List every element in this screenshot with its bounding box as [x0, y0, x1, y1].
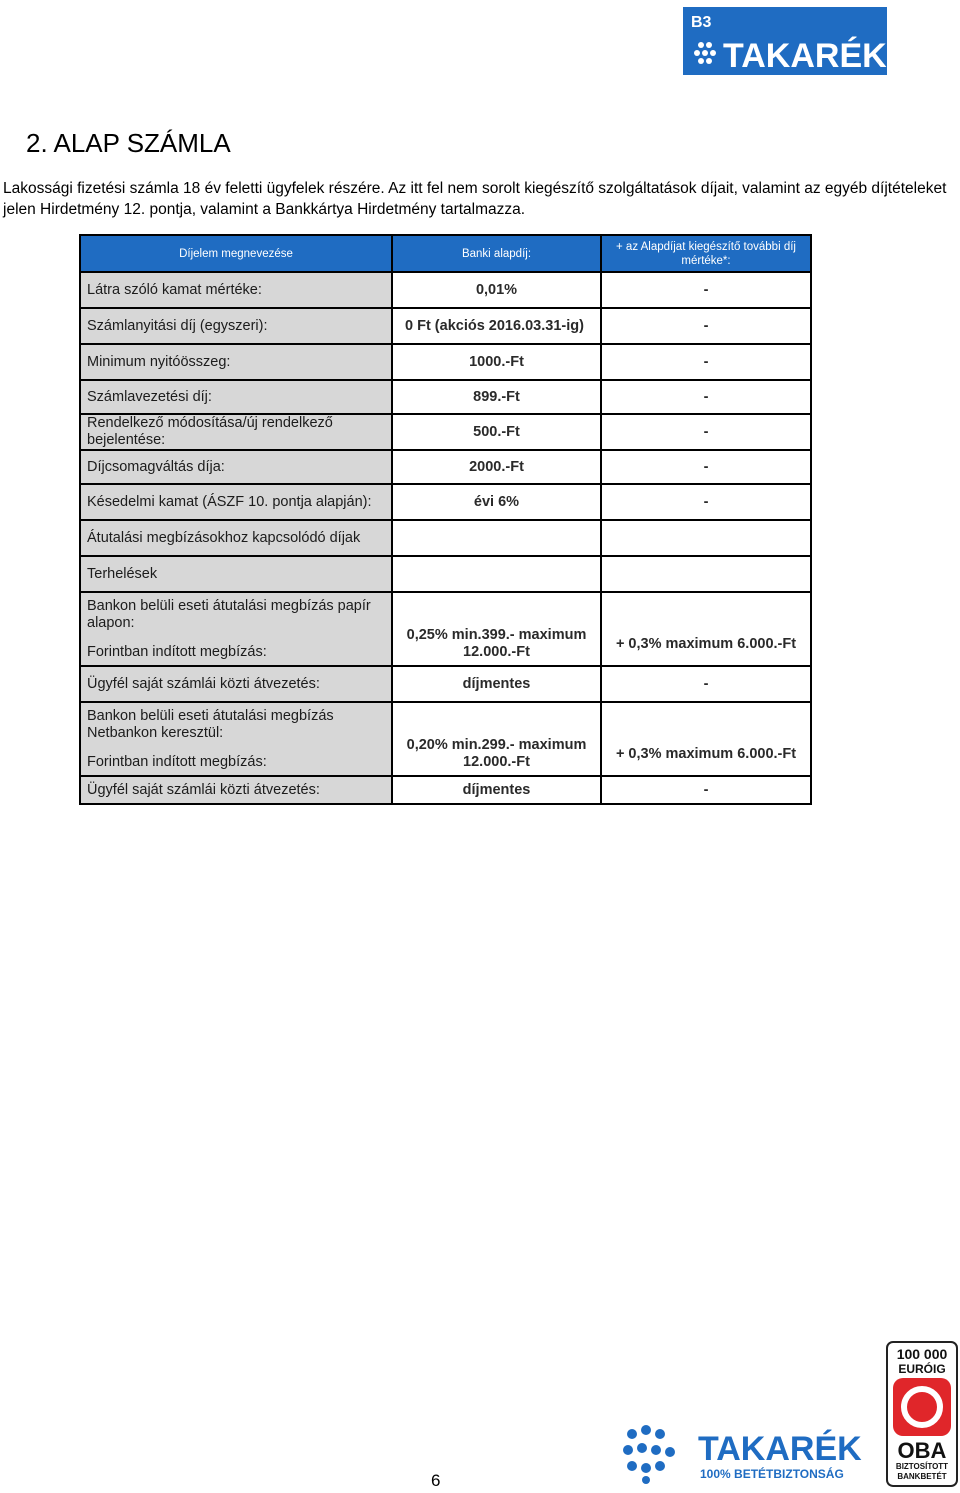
paper-huf-label: Forintban indított megbízás: [87, 643, 267, 660]
base-fee: 0 Ft (akciós 2016.03.31-ig) [392, 308, 601, 344]
paper-own-base: díjmentes [392, 666, 601, 702]
paper-huf-extra: + 0,3% maximum 6.000.-Ft [615, 635, 797, 652]
transfer-heading-row [80, 520, 811, 556]
table-header-row [80, 235, 811, 272]
bottom-logo-subtext: 100% BETÉTBIZTONSÁG [700, 1467, 844, 1481]
extra-fee: - [601, 308, 811, 344]
page-number: 6 [431, 1471, 441, 1490]
header-extra-fee: + az Alapdíjat kiegészítő további díj mértéke*: [601, 235, 811, 272]
fee-name: Késedelmi kamat (ÁSZF 10. pontja alapján): [80, 484, 392, 520]
intro-paragraph: Lakossági fizetési számla 18 év feletti ügyfelek részére. Az itt fel nem sorolt kiegészítő szolgáltatások díjait, valamint az egyéb díjtételeket jelen Hirdetmény 12. pontja, valamint a Bankkártya Hirdetmény tartalmazza. [3, 180, 947, 218]
logo-b3-text: B3 [691, 14, 712, 31]
fee-name: Díjcsomagváltás díja: [80, 450, 392, 484]
netbank-own-extra: - [601, 776, 811, 804]
paper-own-extra: - [601, 666, 811, 702]
table-row [80, 666, 811, 702]
extra-fee: - [601, 380, 811, 414]
oba-currency-text: EURÓIG [898, 1362, 946, 1376]
table-row [80, 450, 811, 484]
header-fee-name: Díjelem megnevezése [80, 235, 392, 272]
netbank-huf-base: 0,20% min.299.- maximum 12.000.-Ft [406, 737, 587, 770]
header-base-fee: Banki alapdíj: [392, 235, 601, 272]
oba-badge [885, 1340, 959, 1488]
base-fee: 2000.-Ft [392, 450, 601, 484]
oba-amount-text: 100 000 [896, 1346, 948, 1362]
bottom-logo-text: TAKARÉK [698, 1430, 862, 1468]
table-row [80, 776, 811, 804]
extra-fee: - [601, 344, 811, 380]
fee-name: Számlavezetési díj: [80, 380, 392, 414]
oba-name-text: OBA [897, 1438, 947, 1463]
fee-table [79, 234, 812, 805]
fee-name: Rendelkező módosítása/új rendelkező bejelentése: [80, 414, 392, 450]
fee-name: Látra szóló kamat mértéke: [80, 272, 392, 308]
netbank-own-label: Ügyfél saját számlái közti átvezetés: [80, 776, 392, 804]
debits-heading-row [80, 556, 811, 592]
section-title: 2. ALAP SZÁMLA [26, 128, 231, 158]
paper-own-label: Ügyfél saját számlái közti átvezetés: [80, 666, 392, 702]
transfer-fees-heading: Átutalási megbízásokhoz kapcsolódó díjak [80, 520, 392, 556]
logo-takarek-text: TAKARÉK [723, 37, 887, 75]
fee-name: Számlanyitási díj (egyszeri): [80, 308, 392, 344]
extra-fee: - [601, 450, 811, 484]
table-row [80, 484, 811, 520]
paper-huf-base: 0,25% min.399.- maximum 12.000.-Ft [406, 627, 587, 660]
base-fee: 1000.-Ft [392, 344, 601, 380]
base-fee: 500.-Ft [392, 414, 601, 450]
extra-fee: - [601, 272, 811, 308]
extra-fee: - [601, 414, 811, 450]
paper-transfer-title: Bankon belüli eseti átutalási megbízás papír alapon: [87, 597, 371, 631]
base-fee: 0,01% [392, 272, 601, 308]
netbank-transfer-title: Bankon belüli eseti átutalási megbízás Netbankon keresztül: [87, 707, 334, 741]
debits-heading: Terhelések [80, 556, 392, 592]
base-fee: 899.-Ft [392, 380, 601, 414]
table-row [80, 272, 811, 308]
netbank-own-base: díjmentes [392, 776, 601, 804]
base-fee: évi 6% [392, 484, 601, 520]
table-row [80, 702, 811, 776]
netbank-huf-extra: + 0,3% maximum 6.000.-Ft [615, 745, 797, 762]
table-row [80, 380, 811, 414]
takarek-logo-bottom [622, 1420, 880, 1486]
table-row [80, 344, 811, 380]
table-row [80, 592, 811, 666]
table-row [80, 308, 811, 344]
table-row [80, 414, 811, 450]
oba-sub1-text: BIZTOSÍTOTT [895, 1462, 949, 1471]
oba-sub2-text: BANKBETÉT [897, 1472, 947, 1481]
takarek-logo-top [683, 7, 887, 75]
extra-fee: - [601, 484, 811, 520]
fee-name: Minimum nyitóösszeg: [80, 344, 392, 380]
netbank-huf-label: Forintban indított megbízás: [87, 753, 267, 770]
